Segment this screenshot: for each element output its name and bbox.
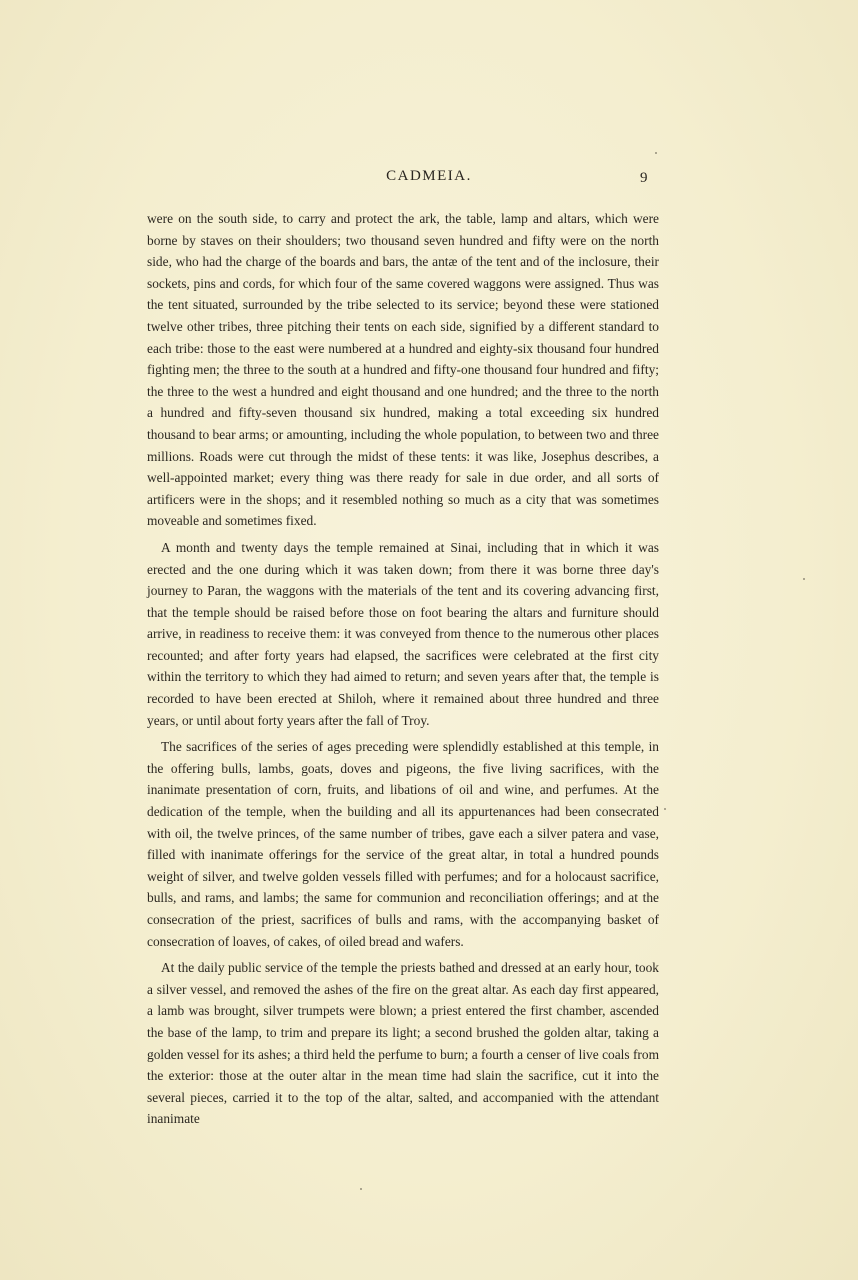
paper-speck bbox=[664, 808, 666, 810]
paragraph-3: The sacrifices of the series of ages preceding were splendidly established at this temple, in the offering bulls, lambs, goats, doves and pigeons, the five living sacrifices, with the inanimate presentation of corn, fruits, and libations of oil and wine, and perfumes. At the dedication of the temple, when the building and all its appurtenances had been consecrated with oil, the twelve princes, of the same number of tribes, gave each a silver patera and vase, filled with inanimate offerings for the service of the great altar, in total a hundred pounds weight of silver, and twelve golden vessels filled with perfumes; and for a holocaust sacrifice, bulls, and rams, and lambs; the same for communion and reconciliation offerings; and at the consecration of the priest, sacrifices of bulls and rams, with the accompanying basket of consecration of loaves, of cakes, of oiled bread and wafers. bbox=[147, 739, 659, 949]
page-header bbox=[0, 168, 858, 192]
paper-speck bbox=[803, 578, 805, 580]
page-number: 9 bbox=[640, 170, 648, 186]
paper-speck bbox=[360, 1188, 362, 1190]
paragraph-2: A month and twenty days the temple remained at Sinai, including that in which it was erected and the one during which it was taken down; from there it was borne three day's journey to Paran, the waggons with the materials of the tent and its covering advancing first, that the temple should be raised before those on foot bearing the altars and furniture should arrive, in readiness to receive them: it was conveyed from thence to the numerous other places recounted; and after forty years had elapsed, the sacrifices were celebrated at the first city within the territory to which they had aimed to return; and seven years after that, the temple is recorded to have been erected at Shiloh, where it remained about three hundred and three years, or until about forty years after the fall of Troy. bbox=[147, 539, 659, 728]
paragraph-1: were on the south side, to carry and protect the ark, the table, lamp and altars, which were borne by staves on their shoulders; two thousand seven hundred and fifty were on the north side, who had the charge of the boards and bars, the antæ of the tent and of the inclosure, their sockets, pins and cords, for which four of the same covered waggons were assigned. Thus was the tent situated, surrounded by the tribe selected to its service; beyond these were stationed twelve other tribes, three pitching their tents on each side, signified by a different standard to each tribe: those to the east were numbered at a hundred and eighty-six thousand four hundred fighting men; the three to the south at a hundred and fifty-one thousand four hundred and fifty; the three to the west a hundred and eight thousand and one hundred; and the three to the north a hundred and fifty-seven thousand six hundred, making a total exceeding six hundred thousand to bear arms; or amounting, including the whole population, to between two and three millions. Roads were cut through the midst of these tents: it was like, Josephus describes, a well-appointed market; every thing was there ready for sale in due order, and all sorts of artificers were in the shops; and it resembled nothing so much as a city that was sometimes moveable and sometimes fixed. bbox=[147, 211, 659, 529]
paragraph-4: At the daily public service of the temple the priests bathed and dressed at an early hour, took a silver vessel, and removed the ashes of the fire on the great altar. As each day first appeared, a lamb was brought, silver trumpets were blown; a priest entered the first chamber, ascended the base of the lamp, to trim and prepare its light; a second brushed the golden altar, taking a golden vessel for its ashes; a third held the perfume to burn; a fourth a censer of live coals from the exterior: those at the outer altar in the mean time had slain the sacrifice, cut it into the several pieces, carried it to the top of the altar, salted, and accompanied with the attendant inanimate bbox=[147, 960, 659, 1127]
running-title: CADMEIA. bbox=[386, 168, 472, 184]
paper-speck bbox=[655, 152, 657, 154]
body-text bbox=[147, 208, 659, 1135]
